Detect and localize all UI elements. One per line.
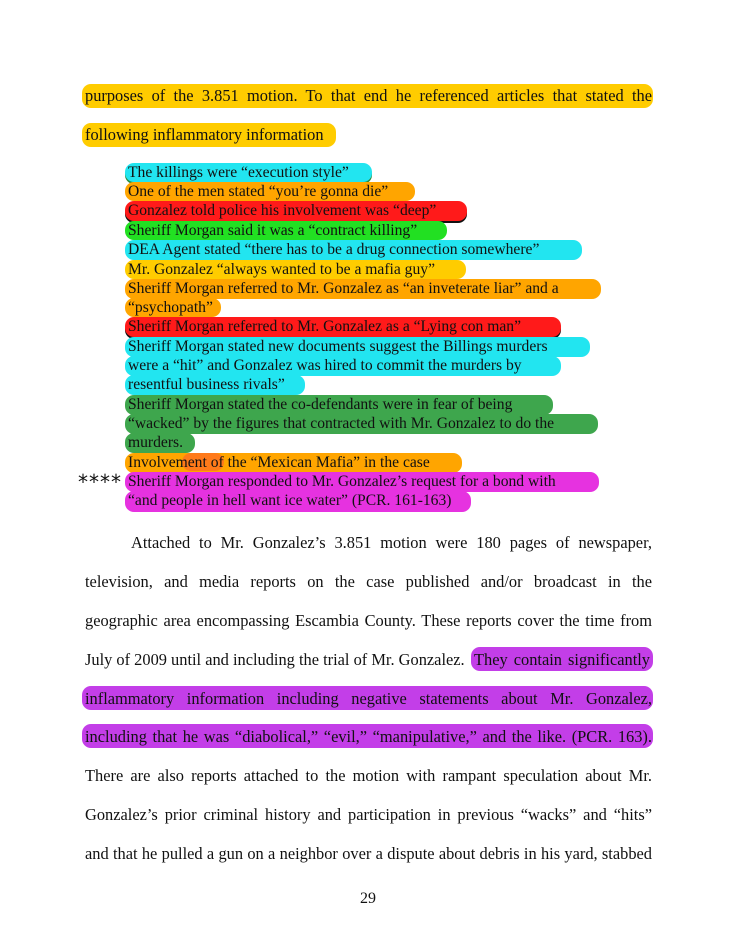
paragraph-line: television, and media reports on the case published and/or broadcast in the: [85, 572, 652, 591]
page-number: 29: [360, 890, 376, 907]
list-item-line: The killings were “execution style”: [128, 164, 349, 181]
list-item-line: Sheriff Morgan responded to Mr. Gonzalez’s request for a bond with: [128, 473, 556, 490]
intro-line-2: following inflammatory information: [85, 125, 324, 144]
paragraph-line-highlighted: including that he was “diabolical,” “evil,” “manipulative,” and the like. (PCR. 163).: [85, 727, 652, 746]
list-item-line: Sheriff Morgan referred to Mr. Gonzalez as “an inveterate liar” and a: [128, 280, 559, 297]
paragraph-line: geographic area encompassing Escambia County. These reports cover the time from: [85, 611, 652, 630]
paragraph-line: Gonzalez’s prior criminal history and participation in previous “wacks” and “hits”: [85, 805, 652, 824]
list-item-line: were a “hit” and Gonzalez was hired to commit the murders by: [128, 357, 522, 374]
list-item-line: murders.: [128, 434, 183, 451]
list-item-line: Sheriff Morgan said it was a “contract killing”: [128, 222, 418, 239]
list-item-line: Sheriff Morgan referred to Mr. Gonzalez as a “Lying con man”: [128, 318, 522, 335]
paragraph-line: July of 2009 until and including the trial of Mr. Gonzalez.: [85, 650, 465, 669]
paragraph-line: Attached to Mr. Gonzalez’s 3.851 motion were 180 pages of newspaper,: [131, 533, 652, 552]
list-item-line: Involvement of the “Mexican Mafia” in the case: [128, 454, 430, 471]
list-item-line: Mr. Gonzalez “always wanted to be a mafia guy”: [128, 261, 435, 278]
list-item-line: DEA Agent stated “there has to be a drug connection somewhere”: [128, 241, 540, 258]
list-item-line: “and people in hell want ice water” (PCR. 161-163): [128, 492, 452, 509]
list-item-line: One of the men stated “you’re gonna die”: [128, 183, 389, 200]
paragraph-line: and that he pulled a gun on a neighbor over a dispute about debris in his yard, stabbed: [85, 844, 652, 863]
paragraph-line: There are also reports attached to the motion with rampant speculation about Mr.: [85, 766, 652, 785]
list-item-line: Sheriff Morgan stated new documents suggest the Billings murders: [128, 338, 548, 355]
asterisk-marker: ****: [78, 470, 122, 494]
list-item-line: “psychopath”: [128, 299, 213, 316]
list-item-line: “wacked” by the figures that contracted with Mr. Gonzalez to do the: [128, 415, 555, 432]
intro-line-1: purposes of the 3.851 motion. To that end he referenced articles that stated the: [85, 86, 652, 105]
paragraph-line-highlighted: inflammatory information including negative statements about Mr. Gonzalez,: [85, 689, 652, 708]
list-item-line: resentful business rivals”: [128, 376, 285, 393]
paragraph-line-highlighted: They contain significantly: [474, 650, 650, 669]
list-item-line: Gonzalez told police his involvement was “deep”: [128, 202, 437, 219]
list-item-line: Sheriff Morgan stated the co-defendants were in fear of being: [128, 396, 513, 413]
